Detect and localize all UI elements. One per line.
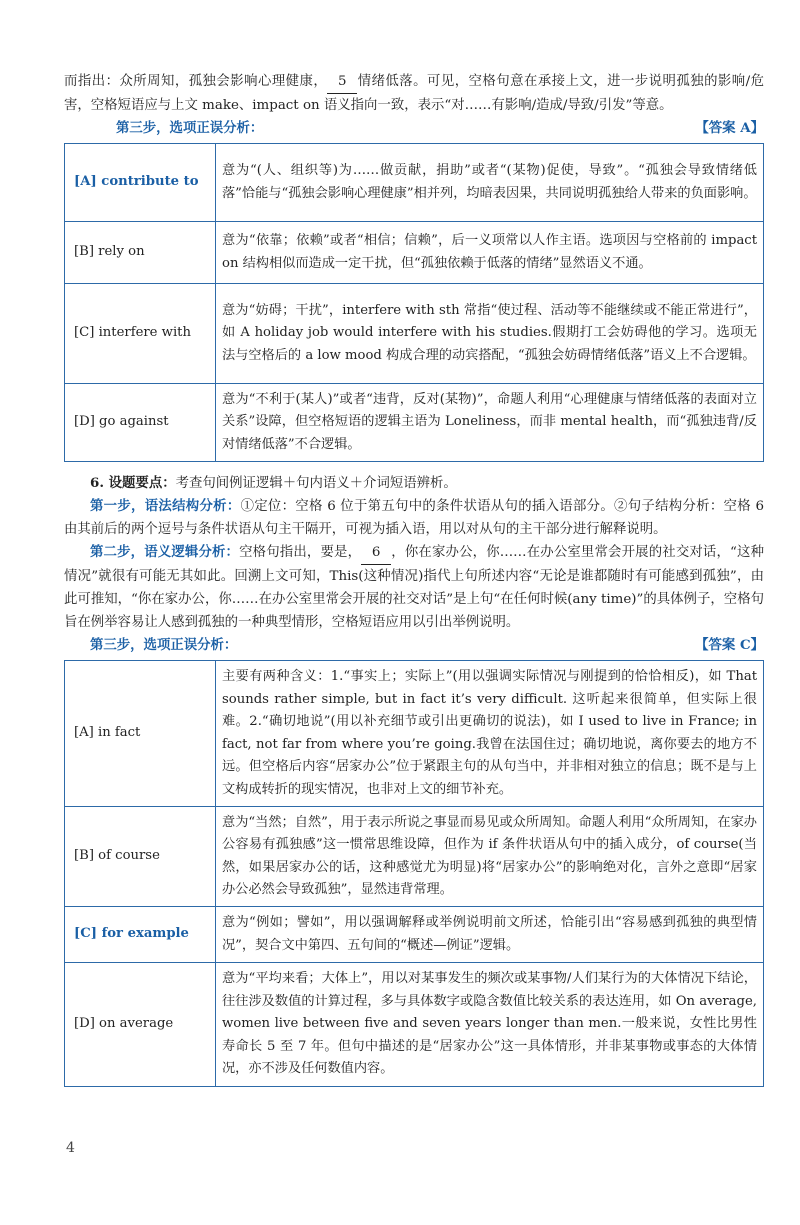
table-row (65, 907, 764, 963)
q6-title-label: 6. 设题要点： (90, 475, 176, 491)
q5-step3-label: 第三步，选项正误分析： (116, 120, 264, 136)
option-label: [C] interfere with (65, 284, 216, 384)
option-label: [B] rely on (65, 222, 216, 284)
q6-step2-label: 第二步，语义逻辑分析： (90, 544, 240, 560)
option-analysis: 意为“当然；自然”，用于表示所说之事显而易见或众所周知。命题人利用“众所周知，在家办公容易有孤独感”这一惯常思维设障，但作为 if 条件状语从句中的插入成分，of course(当然，如果居家办公的话，这种感觉尤为明显)将“居家办公”的影响绝对化，言外之意即“居家办公必然会导致孤独”，显然违背常理。 (216, 807, 764, 907)
blank-6: 6 (361, 541, 391, 565)
q5-answer: 【答案 A】 (695, 120, 764, 136)
q6-answer: 【答案 C】 (695, 637, 764, 653)
option-label: [A] contribute to (65, 144, 216, 222)
option-analysis: 意为“平均来看；大体上”，用以对某事发生的频次或某事物/人们某行为的大体情况下结论，往往涉及数值的计算过程，多与具体数字或隐含数值比较关系的表达连用，如 On average, women live between five and seven years longer than men.一般来说，女性比男性寿命长 5 至 7 年。但句中描述的是“居家办公”这一具体情形，并非某事物或事态的大体情况，亦不涉及任何数值内容。 (216, 963, 764, 1087)
table-row (65, 384, 764, 462)
option-label: [D] on average (65, 963, 216, 1087)
q6-title (64, 472, 764, 495)
q6-step3-header (64, 634, 764, 657)
q6-step2-text-a: 空格句指出，要是， (239, 545, 362, 560)
q5-step3-header (64, 117, 764, 140)
blank-5: 5 (327, 70, 357, 94)
option-label: [D] go against (65, 384, 216, 462)
intro-text-b: 情绪低落。可见，空格句意在承接上文，进一步说明孤独的影响/危害，空格短语应与上文 make、impact on 语义指向一致，表示“对……有影响/造成/导致/引发”等意。 (64, 74, 765, 113)
table-row (65, 284, 764, 384)
option-label: [A] in fact (65, 661, 216, 807)
intro-text-a: 而指出：众所周知，孤独会影响心理健康， (64, 74, 328, 89)
option-label: [C] for example (65, 907, 216, 963)
option-analysis: 意为“(人、组织等)为……做贡献，捐助”或者“(某物)促使，导致”。“孤独会导致情绪低落”恰能与“孤独会影响心理健康”相并列，均暗表因果，共同说明孤独给人带来的负面影响。 (216, 144, 764, 222)
q6-step1 (64, 495, 764, 541)
table-row (65, 222, 764, 284)
option-analysis: 意为“妨碍；干扰”，interfere with sth 常指“使过程、活动等不能继续或不能正常进行”，如 A holiday job would interfere with his studies.假期打工会妨碍他的学习。选项无法与空格后的 a low mood 构成合理的动宾搭配，“孤独会妨碍情绪低落”语义上不合逻辑。 (216, 284, 764, 384)
option-analysis: 意为“依靠；依赖”或者“相信；信赖”，后一义项常以人作主语。选项因与空格前的 impact on 结构相似而造成一定干扰，但“孤独依赖于低落的情绪”显然语义不通。 (216, 222, 764, 284)
q6-step1-text: ①定位：空格 6 位于第五句中的条件状语从句的插入语部分。②句子结构分析：空格 6 由其前后的两个逗号与条件状语从句主干隔开，可视为插入语，用以对从句的主干部分进行解释说明。 (64, 499, 764, 537)
q6-step2 (64, 541, 764, 634)
option-analysis: 意为“例如；譬如”，用以强调解释或举例说明前文所述，恰能引出“容易感到孤独的典型情况”，契合文中第四、五句间的“概述—例证”逻辑。 (216, 907, 764, 963)
table-row (65, 807, 764, 907)
q6-step3-label: 第三步，选项正误分析： (90, 637, 238, 653)
q6-step1-label: 第一步，语法结构分析： (90, 498, 241, 514)
option-analysis: 主要有两种含义：1.“事实上；实际上”(用以强调实际情况与刚提到的恰恰相反)，如 That sounds rather simple, but in fact it’s very difficult. 这听起来很简单，但实际上很难。2.“确切地说”(用以补充细节或引出更确切的说法)，如 I used to live in France; in fact, not far from where you’re going.我曾在法国住过；确切地说，离你要去的地方不远。但空格后内容“居家办公”位于紧跟主句的从句当中，并非相对独立的信息；既不是与上文构成转折的现实情况，也非对上文的细节补充。 (216, 661, 764, 807)
table-row (65, 963, 764, 1087)
table-row (65, 144, 764, 222)
table-row (65, 661, 764, 807)
page-content (64, 70, 764, 1097)
q5-options-table (64, 143, 764, 462)
page-number: 4 (66, 1140, 75, 1156)
q6-options-table (64, 660, 764, 1087)
q6-step2-text-b: ，你在家办公，你……在办公室里常会开展的社交对话，“这种情况”就很有可能无其如此。回溯上文可知，This(这种情况)指代上句所述内容“无论是谁都随时有可能感到孤独”，由此可推知，“你在家办公，你……在办公室里常会开展的社交对话”是上句“在任何时候(any time)”的具体例子，空格句旨在例举容易让人感到孤独的一种典型情形，空格短语应用以引出举例说明。 (64, 545, 765, 630)
option-analysis: 意为“不利于(某人)”或者“违背，反对(某物)”，命题人利用“心理健康与情绪低落的表面对立关系”设障，但空格短语的逻辑主语为 Loneliness，而非 mental health，而“孤独违背/反对情绪低落”不合逻辑。 (216, 384, 764, 462)
option-label: [B] of course (65, 807, 216, 907)
q6-title-text: 考查句间例证逻辑＋句内语义＋介词短语辨析。 (175, 476, 457, 491)
intro-paragraph (64, 70, 764, 117)
